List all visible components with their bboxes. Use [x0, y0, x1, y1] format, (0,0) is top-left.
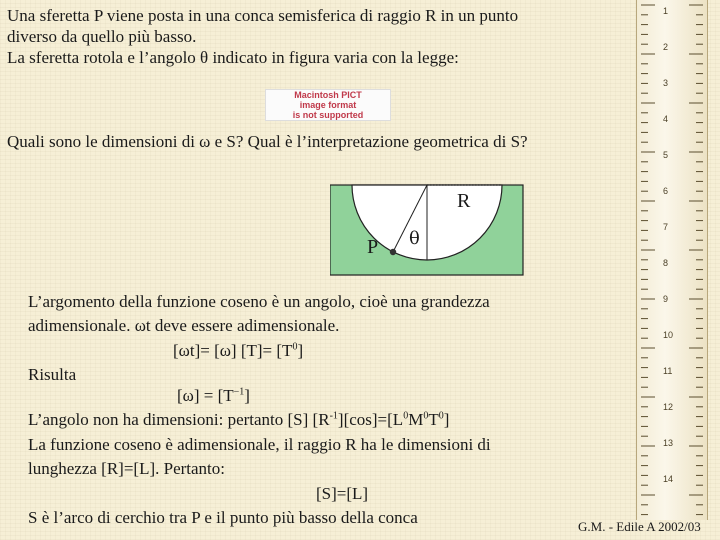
label-R: R: [457, 190, 471, 212]
ball-P: [390, 249, 396, 255]
ruler-label: 10: [663, 330, 674, 340]
ruler-label: 7: [663, 222, 669, 232]
ruler-label: 8: [663, 258, 669, 268]
footer-credit: G.M. - Edile A 2002/03: [578, 519, 701, 534]
risulta-text: Risulta: [28, 365, 77, 384]
ruler-label: 12: [663, 402, 674, 412]
formula-omega: $[\omega] = [T^{-1}]$: [177, 386, 250, 405]
intro-line-2: diverso da quello più basso.: [7, 27, 197, 46]
ruler-label: 5: [663, 150, 669, 160]
formula-S: [S]=[L]: [316, 484, 369, 503]
placeholder-line-1: Macintosh PICT: [294, 90, 362, 100]
explanation-line-6: S è l’arco di cerchio tra P e il punto più basso della conca: [28, 508, 418, 527]
ruler-label: 3: [663, 78, 669, 88]
ruler-ticks: [637, 0, 707, 520]
ruler-label: 4: [663, 114, 669, 124]
ruler-label: 6: [663, 186, 669, 196]
explanation-line-3: L’angolo non ha dimensioni: pertanto [S] $[R^{-1}][\cos]=[L^0M^0T^0]$: [28, 410, 450, 429]
placeholder-line-2: image format: [299, 100, 357, 110]
ruler-label: 2: [663, 42, 669, 52]
explanation-line-2: adimensionale. ωt deve essere adimensionale.: [28, 316, 340, 335]
explanation-line-5: lunghezza [R]=[L]. Pertanto:: [28, 459, 225, 478]
question-text: Quali sono le dimensioni di ω e S? Qual è l’interpretazione geometrica di S?: [7, 132, 528, 151]
ruler-label: 9: [663, 294, 669, 304]
explanation-line-1: L’argomento della funzione coseno è un angolo, cioè una grandezza: [28, 292, 490, 311]
label-theta: θ: [409, 228, 420, 249]
intro-line-3: La sferetta rotola e l’angolo θ indicato in figura varia con la legge:: [7, 48, 459, 67]
unsupported-image-placeholder: [265, 89, 391, 121]
label-P: P: [367, 236, 379, 258]
hemisphere-diagram: [330, 180, 530, 280]
hemisphere-figure: [330, 180, 530, 285]
ruler-label: 13: [663, 438, 674, 448]
ruler-label: 11: [663, 366, 673, 376]
intro-text: [7, 6, 518, 69]
explanation-line-4: La funzione coseno è adimensionale, il raggio R ha le dimensioni di: [28, 435, 491, 454]
formula-omega-t: [ωt]= [ω] $[T]= [T^0]$: [173, 341, 304, 360]
ruler-label: 1: [663, 6, 669, 16]
ruler-decoration: [636, 0, 708, 520]
ruler-label: 14: [663, 474, 674, 484]
intro-line-1: Una sferetta P viene posta in una conca semisferica di raggio R in un punto: [7, 6, 519, 25]
placeholder-line-3: is not supported: [292, 110, 364, 120]
